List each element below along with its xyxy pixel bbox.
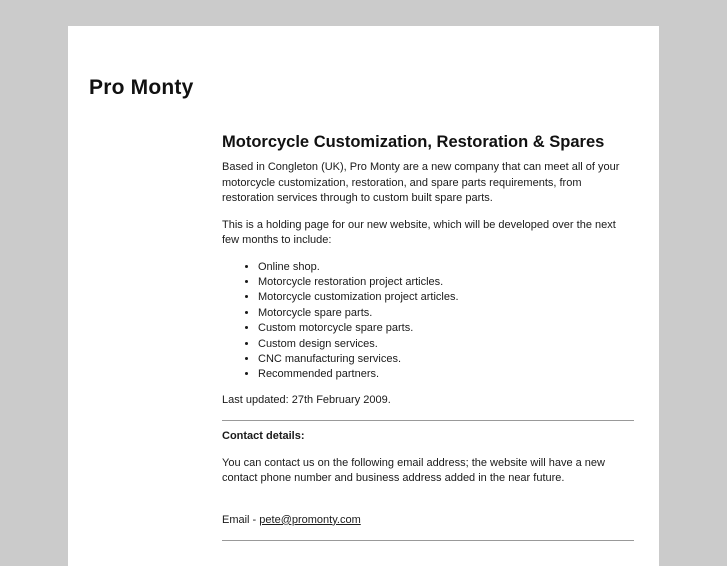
list-item: • Motorcycle customization project articles. xyxy=(258,290,634,305)
list-item: • Custom motorcycle spare parts. xyxy=(258,321,634,336)
list-item: • CNC manufacturing services. xyxy=(258,352,634,367)
page-container xyxy=(68,26,659,566)
list-item: • Custom design services. xyxy=(258,337,634,352)
page-heading: Motorcycle Customization, Restoration & Spares xyxy=(222,133,605,151)
email-line xyxy=(222,513,634,529)
divider xyxy=(222,420,634,421)
list-item: • Motorcycle spare parts. xyxy=(258,306,634,321)
contact-text: You can contact us on the following email address; the website will have a new contact phone number and business address added in the near future. xyxy=(222,456,605,485)
list-item: • Online shop. xyxy=(258,260,634,275)
contact-heading: Contact details: xyxy=(222,430,305,443)
intro-paragraph: Based in Congleton (UK), Pro Monty are a new company that can meet all of your motorcycle customization, restoration, and spare parts requirements, from restoration services through to custom built spare parts. xyxy=(222,161,620,204)
email-label: Email - xyxy=(222,513,260,526)
feature-list xyxy=(222,260,634,383)
list-item: • Motorcycle restoration project articles. xyxy=(258,275,634,290)
divider-bottom xyxy=(222,540,634,541)
last-updated: Last updated: 27th February 2009. xyxy=(222,393,391,406)
holding-paragraph: This is a holding page for our new website, which will be developed over the next few months to include: xyxy=(222,218,616,246)
main-content xyxy=(222,132,634,541)
email-link[interactable]: pete@promonty.com xyxy=(259,513,361,526)
site-title: Pro Monty xyxy=(89,76,194,99)
list-item: • Recommended partners. xyxy=(258,367,634,382)
